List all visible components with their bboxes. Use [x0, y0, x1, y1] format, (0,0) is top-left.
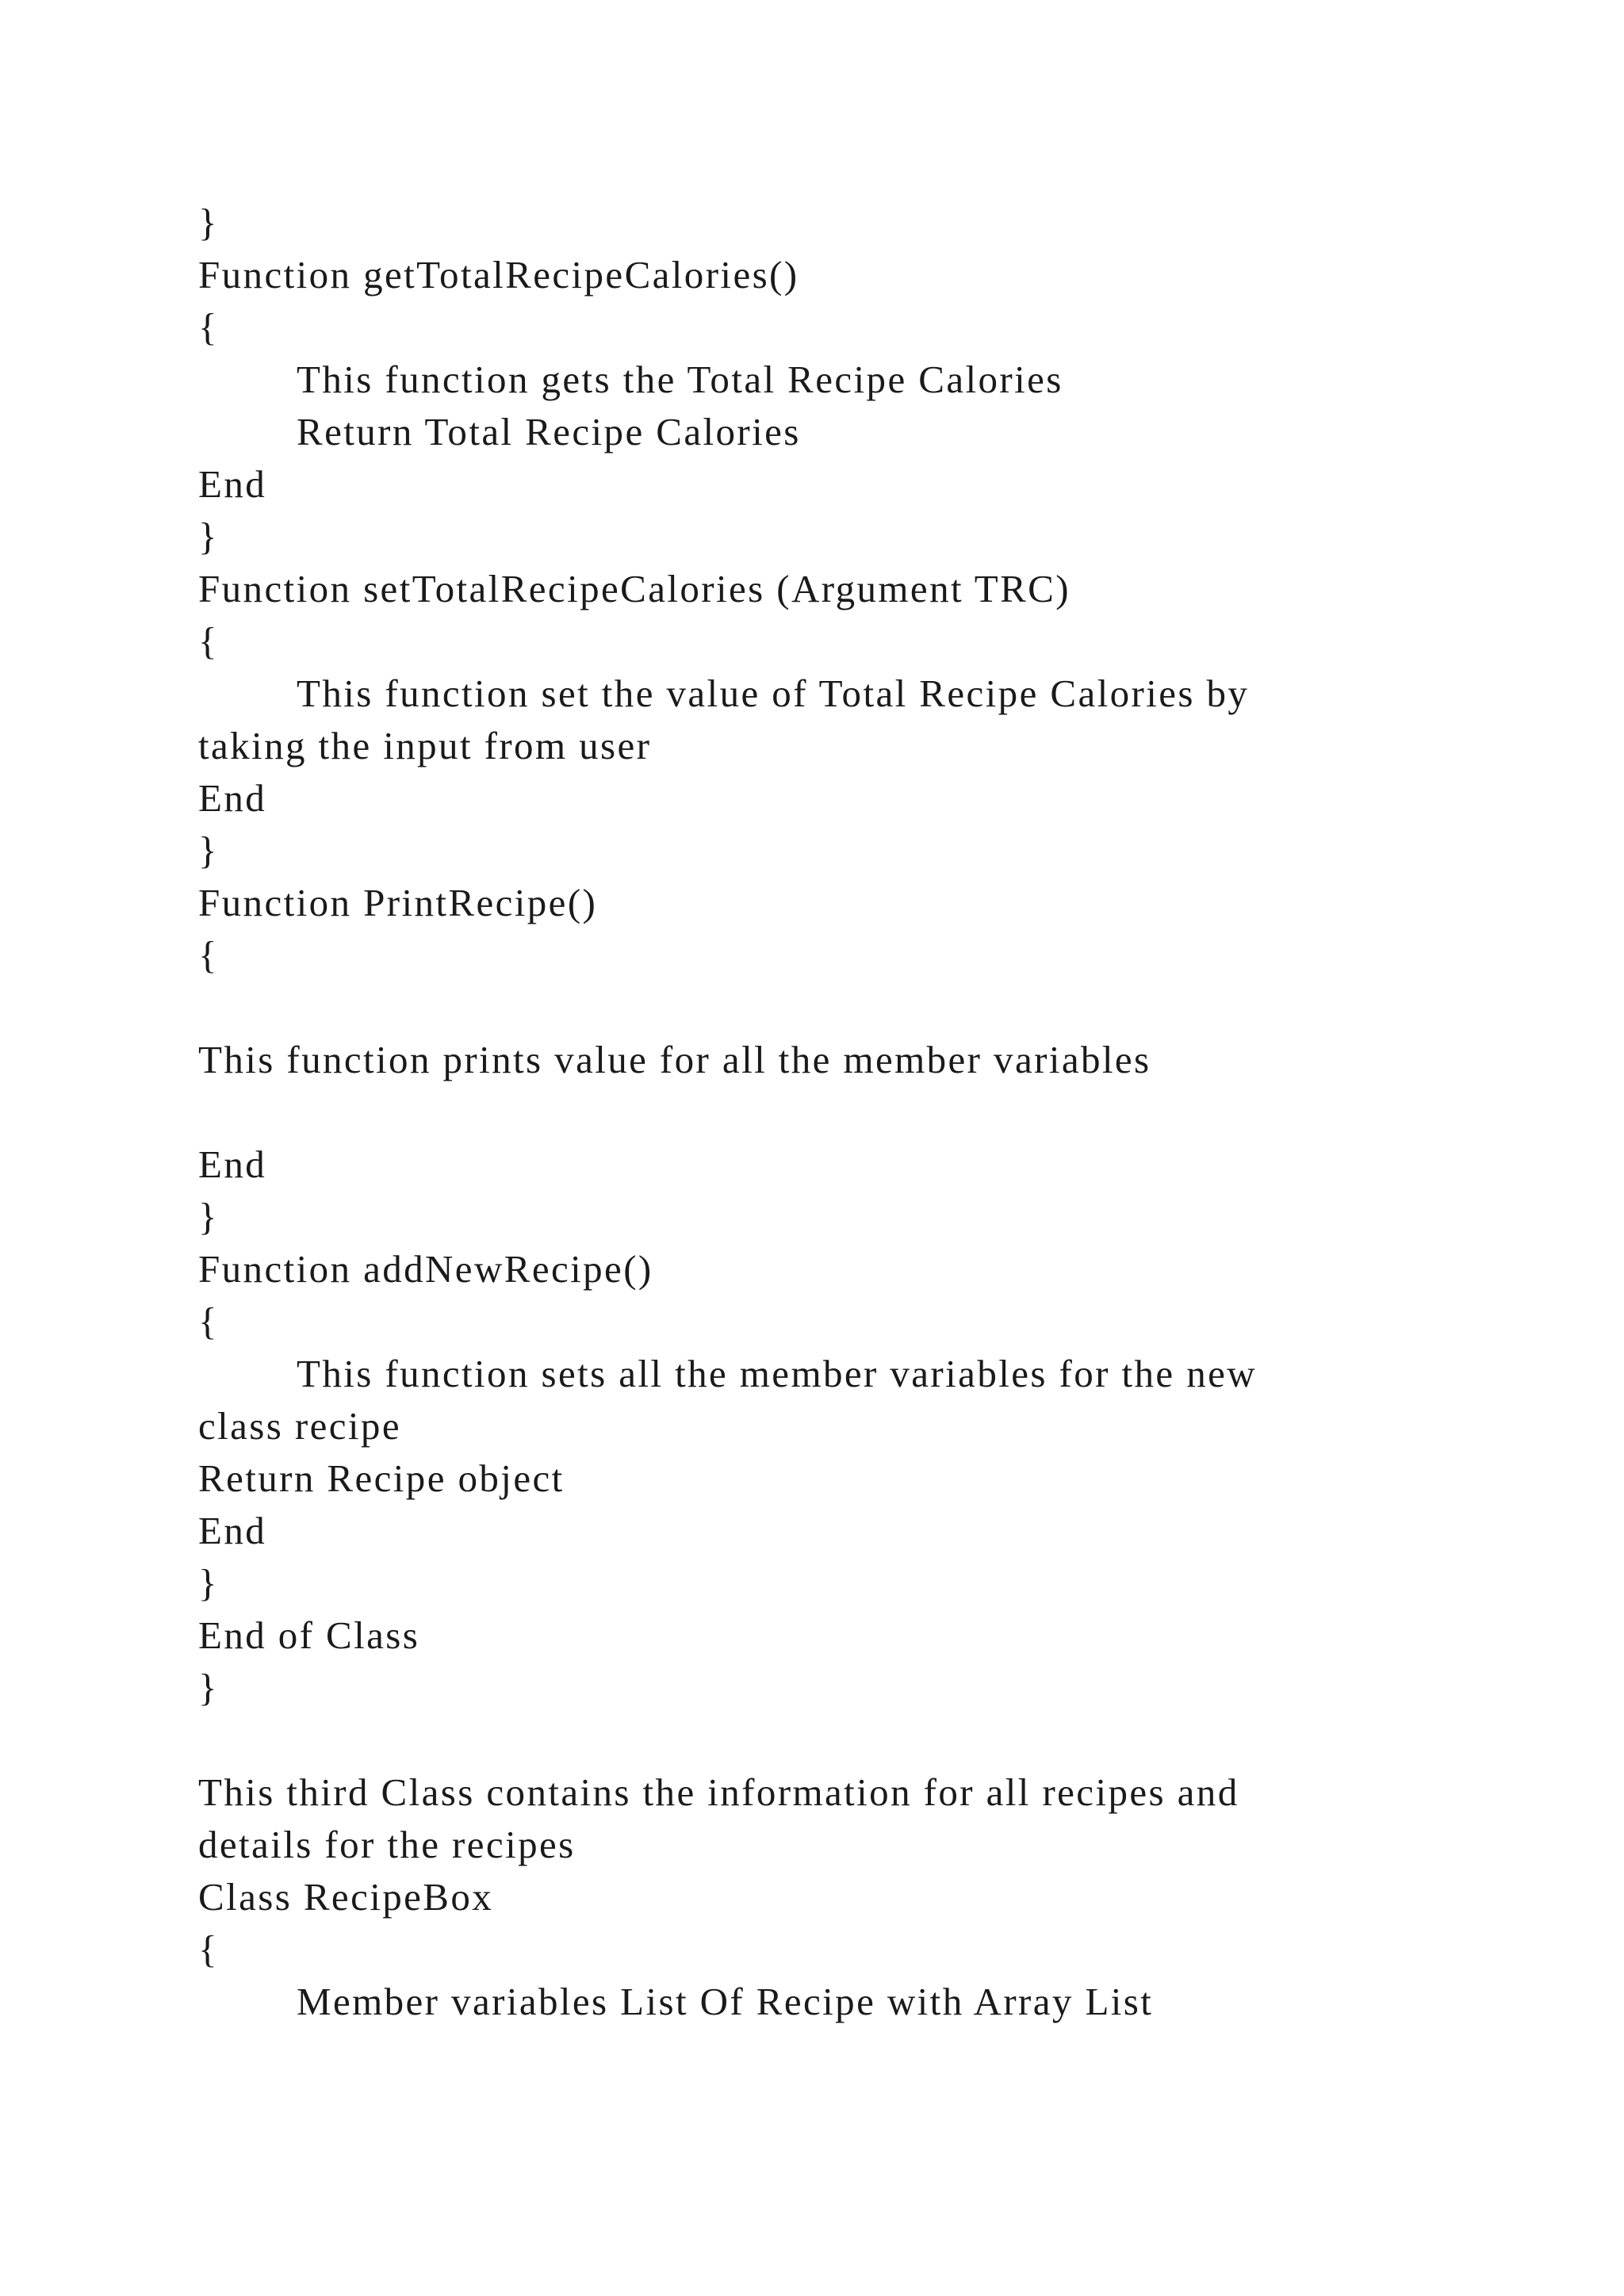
text-line: This function gets the Total Recipe Calories: [297, 358, 1063, 401]
text-line: }: [198, 828, 219, 872]
text-line: {: [198, 933, 219, 977]
text-line: Member variables List Of Recipe with Array List: [297, 1980, 1154, 2023]
text-line: {: [198, 305, 219, 349]
text-line: {: [198, 619, 219, 663]
text-line: This function prints value for all the member variables: [198, 1038, 1151, 1081]
text-line: Return Total Recipe Calories: [297, 410, 801, 453]
text-line: Function PrintRecipe(): [198, 881, 598, 924]
text-line: details for the recipes: [198, 1823, 576, 1866]
text-line: End: [198, 1142, 267, 1186]
text-line: taking the input from user: [198, 724, 652, 767]
text-line: class recipe: [198, 1404, 401, 1448]
text-line: }: [198, 1561, 219, 1605]
text-line: End: [198, 1509, 267, 1552]
text-line: This function set the value of Total Recipe Calories by: [297, 672, 1250, 715]
text-line: }: [198, 515, 219, 558]
text-line: }: [198, 1666, 219, 1709]
text-line: End: [198, 462, 267, 506]
text-line: }: [198, 1195, 219, 1238]
text-line: }: [198, 201, 219, 244]
text-line: {: [198, 1299, 219, 1343]
text-line: Function getTotalRecipeCalories(): [198, 253, 799, 297]
text-line: This third Class contains the information for all recipes and: [198, 1770, 1239, 1814]
text-line: This function sets all the member variables for the new: [297, 1352, 1258, 1395]
text-line: End of Class: [198, 1613, 420, 1657]
text-line: Function setTotalRecipeCalories (Argument TRC): [198, 567, 1071, 610]
text-line: End: [198, 776, 267, 820]
text-line: {: [198, 1927, 219, 1971]
text-line: Class RecipeBox: [198, 1875, 494, 1919]
text-line: Function addNewRecipe(): [198, 1247, 653, 1291]
text-line: Return Recipe object: [198, 1456, 565, 1500]
